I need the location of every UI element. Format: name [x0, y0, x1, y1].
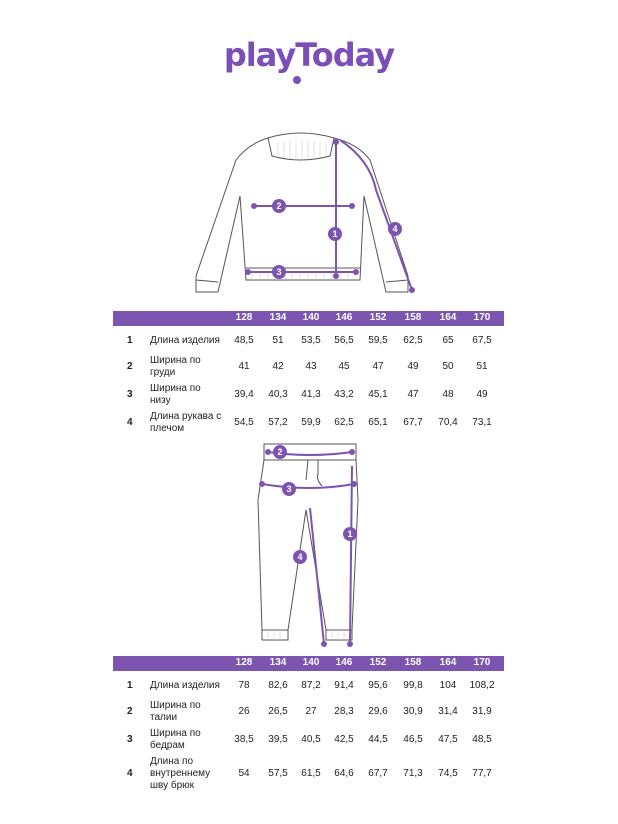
row-number: 3	[127, 734, 133, 745]
row-label: Длина изделия	[150, 680, 220, 691]
row-label: Ширина по груди	[150, 355, 201, 378]
cell-value: 67,7	[403, 417, 423, 428]
size-header: 134	[269, 657, 287, 668]
cell-value: 39,5	[268, 734, 288, 745]
row-number: 1	[127, 335, 133, 346]
cell-value: 49	[476, 389, 488, 400]
cell-value: 45,1	[368, 389, 388, 400]
cell-value: 62,5	[403, 335, 423, 346]
cell-value: 43,2	[334, 389, 354, 400]
brand-logo: playToday	[223, 36, 395, 74]
cell-value: 99,8	[403, 680, 423, 691]
cell-value: 40,5	[301, 734, 321, 745]
cell-value: 77,7	[472, 768, 492, 779]
sweater-marker-4: 4	[392, 224, 398, 234]
size-header: 152	[369, 312, 387, 323]
cell-value: 42,5	[334, 734, 354, 745]
cell-value: 53,5	[301, 335, 321, 346]
cell-value: 48,5	[234, 335, 254, 346]
size-header: 128	[235, 657, 253, 668]
cell-value: 87,2	[301, 680, 321, 691]
cell-value: 82,6	[268, 680, 288, 691]
cell-value: 41	[238, 361, 250, 372]
pants-marker-1: 1	[347, 529, 353, 539]
cell-value: 47,5	[438, 734, 458, 745]
pants-marker-4: 4	[297, 552, 303, 562]
size-header: 140	[302, 312, 320, 323]
cell-value: 38,5	[234, 734, 254, 745]
pants-marker-2: 2	[277, 447, 283, 457]
row-label: Длина изделия	[150, 335, 220, 346]
size-header: 158	[404, 657, 422, 668]
cell-value: 74,5	[438, 768, 458, 779]
cell-value: 59,9	[301, 417, 321, 428]
row-label: Ширина по низу	[150, 383, 201, 406]
row-number: 4	[127, 417, 133, 428]
cell-value: 71,3	[403, 768, 423, 779]
cell-value: 64,6	[334, 768, 354, 779]
sweater-marker-1: 1	[332, 229, 338, 239]
cell-value: 47	[407, 389, 419, 400]
cell-value: 91,4	[334, 680, 354, 691]
cell-value: 48,5	[472, 734, 492, 745]
size-header: 152	[369, 657, 387, 668]
cell-value: 49	[407, 361, 419, 372]
cell-value: 56,5	[334, 335, 354, 346]
row-number: 1	[127, 680, 133, 691]
cell-value: 59,5	[368, 335, 388, 346]
size-header: 128	[235, 312, 253, 323]
cell-value: 26,5	[268, 706, 288, 717]
cell-value: 51	[272, 335, 284, 346]
cell-value: 44,5	[368, 734, 388, 745]
cell-value: 70,4	[438, 417, 458, 428]
cell-value: 48	[442, 389, 454, 400]
size-header: 158	[404, 312, 422, 323]
table-row	[113, 335, 504, 351]
cell-value: 50	[442, 361, 454, 372]
cell-value: 41,3	[301, 389, 321, 400]
cell-value: 54,5	[234, 417, 254, 428]
cell-value: 65,1	[368, 417, 388, 428]
cell-value: 30,9	[403, 706, 423, 717]
cell-value: 40,3	[268, 389, 288, 400]
sweater-marker-2: 2	[276, 201, 282, 211]
cell-value: 54	[238, 768, 250, 779]
cell-value: 47	[372, 361, 384, 372]
cell-value: 67,7	[368, 768, 388, 779]
pants-size-table	[113, 656, 504, 791]
cell-value: 78	[238, 680, 250, 691]
cell-value: 95,6	[368, 680, 388, 691]
cell-value: 51	[476, 361, 488, 372]
size-header: 164	[439, 657, 457, 668]
sweater-size-table	[113, 311, 504, 434]
cell-value: 108,2	[469, 680, 495, 691]
cell-value: 61,5	[301, 768, 321, 779]
cell-value: 73,1	[472, 417, 492, 428]
size-header: 140	[302, 657, 320, 668]
cell-value: 43	[305, 361, 317, 372]
cell-value: 45	[338, 361, 350, 372]
row-number: 4	[127, 768, 133, 779]
cell-value: 104	[439, 680, 457, 691]
pants-table-header	[113, 656, 504, 671]
row-number: 2	[127, 706, 133, 717]
row-label: Ширина по бедрам	[150, 728, 201, 751]
cell-value: 28,3	[334, 706, 354, 717]
cell-value: 46,5	[403, 734, 423, 745]
size-header: 146	[335, 657, 353, 668]
cell-value: 65	[442, 335, 454, 346]
cell-value: 57,2	[268, 417, 288, 428]
sweater-table-header	[113, 311, 504, 326]
cell-value: 27	[305, 706, 317, 717]
size-header: 134	[269, 312, 287, 323]
cell-value: 31,9	[472, 706, 492, 717]
pants-marker-3: 3	[286, 484, 292, 494]
size-header: 146	[335, 312, 353, 323]
row-number: 2	[127, 361, 133, 372]
cell-value: 42	[272, 361, 284, 372]
cell-value: 29,6	[368, 706, 388, 717]
size-header: 170	[473, 657, 491, 668]
row-label: Длина по внутреннему шву брюк	[150, 756, 211, 791]
cell-value: 67,5	[472, 335, 492, 346]
cell-value: 62,5	[334, 417, 354, 428]
size-header: 164	[439, 312, 457, 323]
row-label: Длина рукава с плечом	[150, 411, 222, 434]
cell-value: 57,5	[268, 768, 288, 779]
size-header: 170	[473, 312, 491, 323]
cell-value: 39,4	[234, 389, 254, 400]
row-number: 3	[127, 389, 133, 400]
sweater-marker-3: 3	[276, 267, 282, 277]
cell-value: 31,4	[438, 706, 458, 717]
cell-value: 26	[238, 706, 250, 717]
row-label: Ширина по талии	[150, 700, 201, 723]
